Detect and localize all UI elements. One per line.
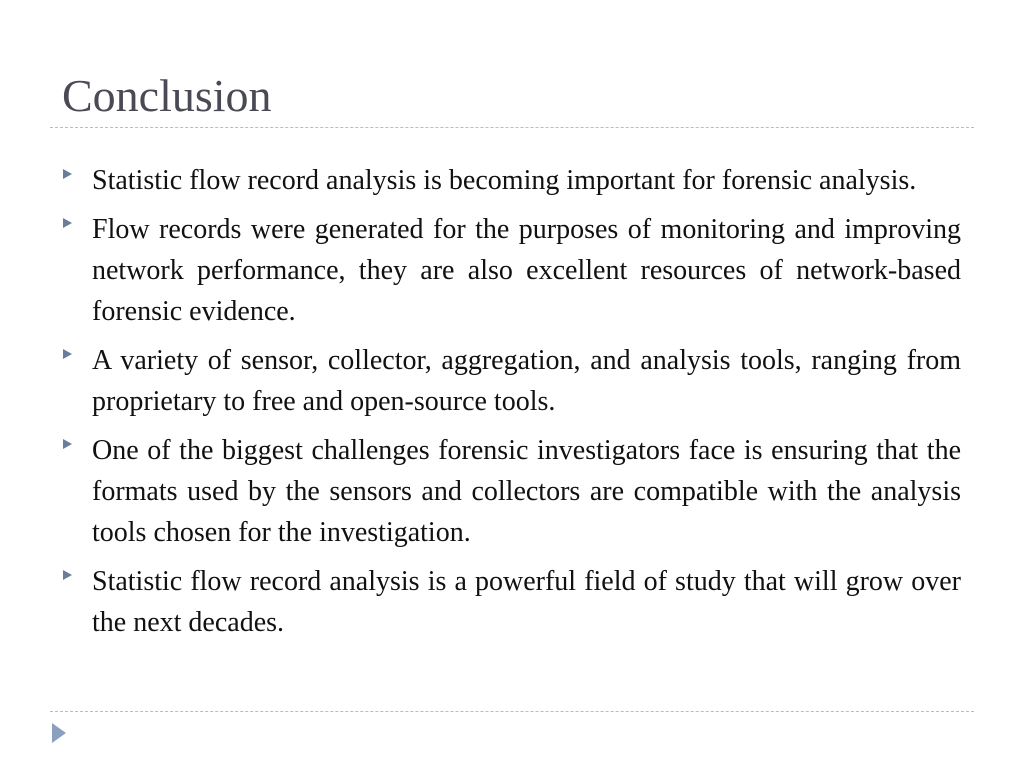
bullet-item xyxy=(0,160,1024,201)
title-divider xyxy=(50,127,974,128)
bullet-text: A variety of sensor, collector, aggregation, and analysis tools, ranging from proprietary to free and open-source tools. xyxy=(92,345,961,417)
footer-divider xyxy=(50,711,974,712)
triangle-bullet-icon xyxy=(63,570,72,580)
bullet-text: Flow records were generated for the purposes of monitoring and improving network performance, they are also excellent resources of network-based forensic evidence. xyxy=(92,214,961,327)
slide-title: Conclusion xyxy=(62,70,272,121)
bullet-item xyxy=(0,340,1024,422)
triangle-bullet-icon xyxy=(63,218,72,228)
bullet-item xyxy=(0,561,1024,643)
bullet-text: One of the biggest challenges forensic investigators face is ensuring that the formats used by the sensors and collectors are compatible with the analysis tools chosen for the investigation. xyxy=(92,435,961,548)
bullet-item xyxy=(0,430,1024,553)
bullet-list xyxy=(0,160,1024,651)
play-arrow-icon[interactable] xyxy=(52,723,66,743)
bullet-text: Statistic flow record analysis is a powerful field of study that will grow over the next decades. xyxy=(92,566,961,638)
bullet-text: Statistic flow record analysis is becoming important for forensic analysis. xyxy=(92,165,917,196)
triangle-bullet-icon xyxy=(63,349,72,359)
triangle-bullet-icon xyxy=(63,439,72,449)
triangle-bullet-icon xyxy=(63,169,72,179)
bullet-item xyxy=(0,209,1024,332)
